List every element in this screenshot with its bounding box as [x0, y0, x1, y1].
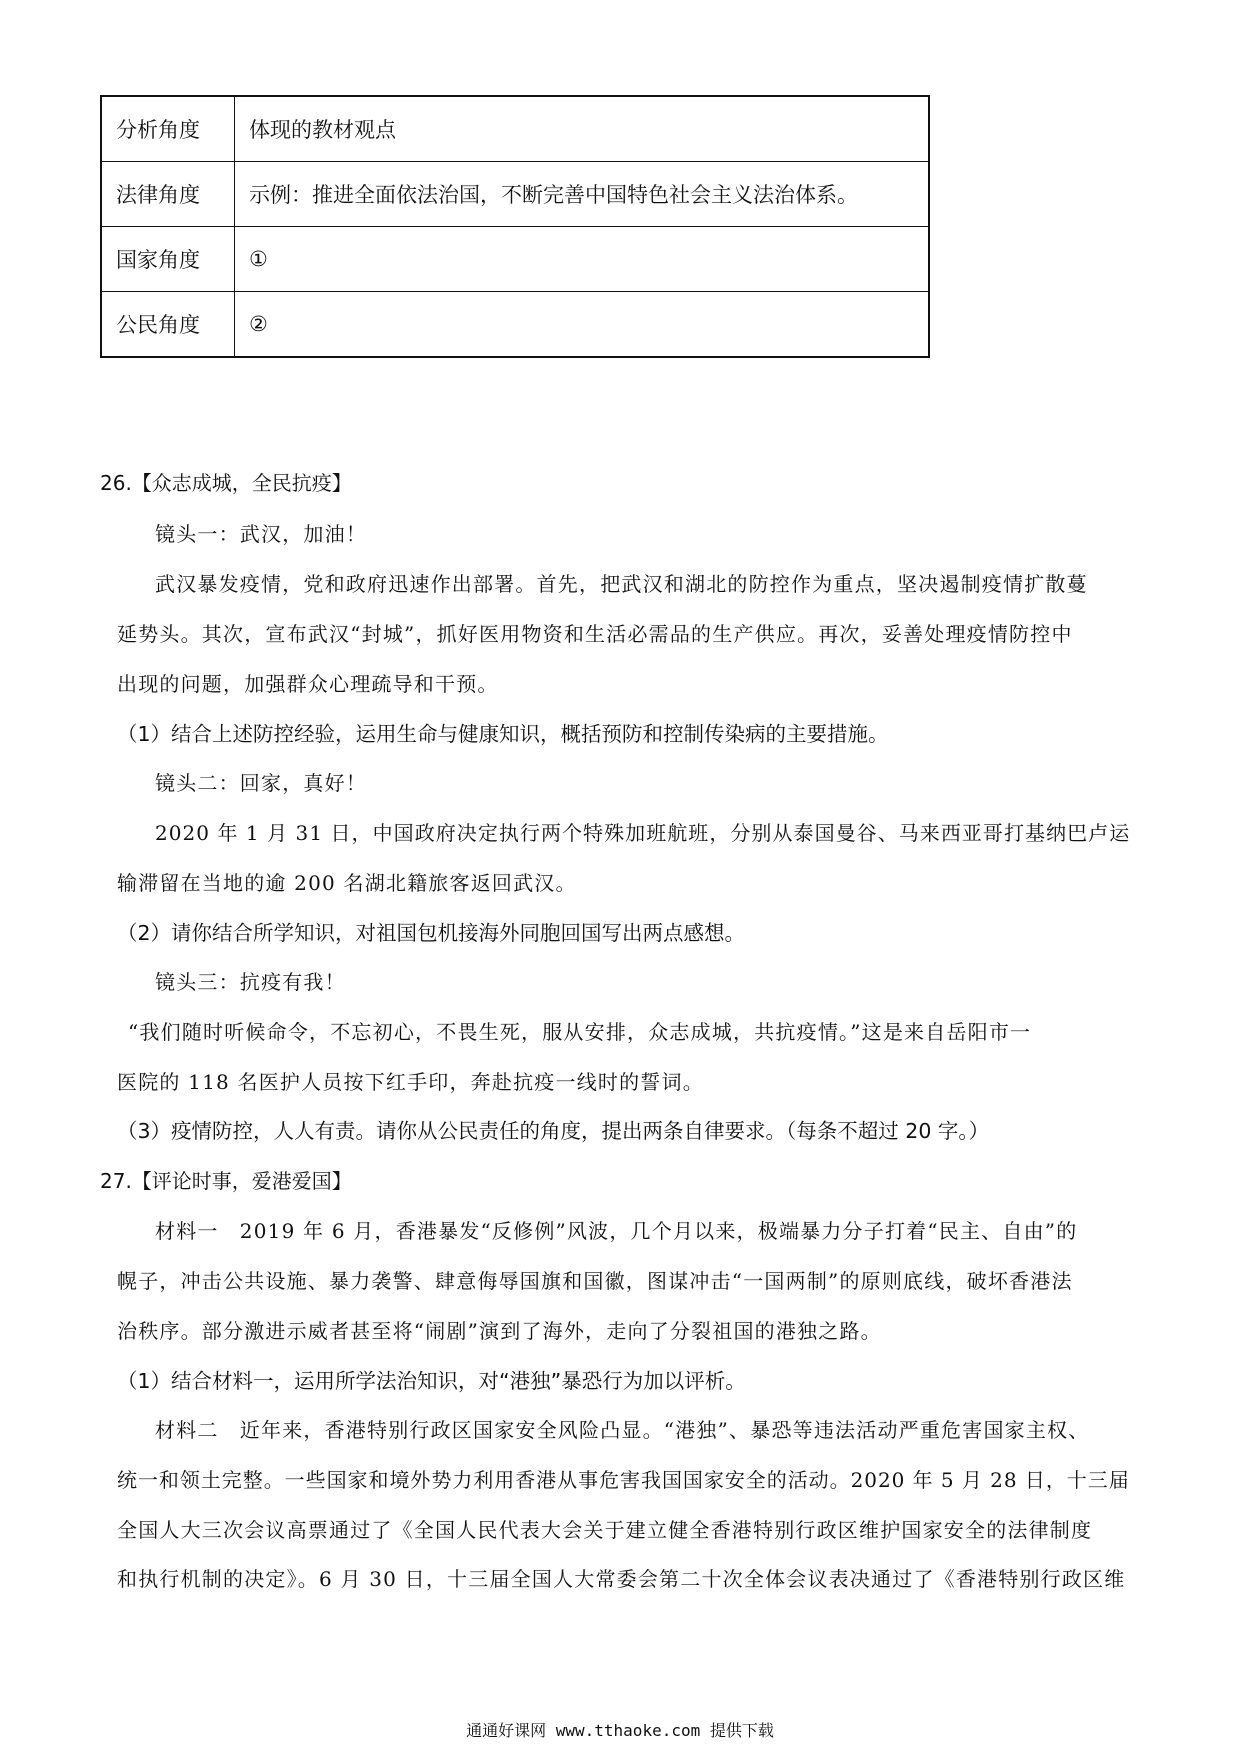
material-2-line: 统一和领土完整。一些国家和境外势力利用香港从事危害我国国家安全的活动。2020 年 5 月 28 日，十三届 [117, 1468, 1130, 1492]
table-cell: 法律角度 [101, 162, 235, 227]
table-row [101, 227, 929, 292]
scene-1-line: 延势头。其次，宣布武汉“封城”，抓好医用物资和生活必需品的生产供应。再次，妥善处理疫情防控中 [117, 622, 1073, 646]
scene-1-title: 镜头一：武汉，加油！ [155, 522, 367, 546]
table-cell: ② [235, 292, 930, 358]
scene-3-line: “我们随时听候命令，不忘初心，不畏生死，服从安排，众志成城，共抗疫情。”这是来自岳阳市一 [128, 1020, 1032, 1044]
table-cell: 分析角度 [101, 96, 235, 162]
question-26-title: 26.【众志成城，全民抗疫】 [100, 471, 352, 495]
scene-1-line: 出现的问题，加强群众心理疏导和干预。 [117, 672, 499, 696]
question-26-3: （3）疫情防控，人人有责。请你从公民责任的角度，提出两条自律要求。（每条不超过 20 字。） [117, 1119, 990, 1143]
scene-3-title: 镜头三：抗疫有我！ [155, 970, 346, 994]
question-26-1: （1）结合上述防控经验，运用生命与健康知识，概括预防和控制传染病的主要措施。 [117, 722, 889, 746]
table-cell: 体现的教材观点 [235, 96, 930, 162]
material-1-line: 材料一 2019 年 6 月，香港暴发“反修例”风波，几个月以来，极端暴力分子打着“民主、自由”的 [155, 1219, 1078, 1243]
material-2-line: 和执行机制的决定》。6 月 30 日，十三届全国人大常委会第二十次全体会议表决通过了《香港特别行政区维 [117, 1567, 1126, 1591]
scene-2-line: 2020 年 1 月 31 日，中国政府决定执行两个特殊加班航班，分别从泰国曼谷、马来西亚哥打基纳巴卢运 [155, 821, 1131, 845]
analysis-table [100, 95, 930, 358]
table-cell: 示例：推进全面依法治国，不断完善中国特色社会主义法治体系。 [235, 162, 930, 227]
page-footer: 通通好课网 www.tthaoke.com 提供下载 [466, 1721, 774, 1740]
question-26-2: （2）请你结合所学知识，对祖国包机接海外同胞回国写出两点感想。 [117, 921, 746, 945]
question-27-1: （1）结合材料一，运用所学法治知识，对“港独”暴恐行为加以评析。 [117, 1369, 746, 1393]
table-cell: 国家角度 [101, 227, 235, 292]
table-cell: ① [235, 227, 930, 292]
scene-2-line: 输滞留在当地的逾 200 名湖北籍旅客返回武汉。 [117, 871, 577, 895]
material-1-line: 治秩序。部分激进示威者甚至将“闹剧”演到了海外，走向了分裂祖国的港独之路。 [117, 1319, 882, 1343]
material-1-line: 幌子，冲击公共设施、暴力袭警、肆意侮辱国旗和国徽，图谋冲击“一国两制”的原则底线，破坏香港法 [117, 1269, 1073, 1293]
table-row [101, 96, 929, 162]
table-row [101, 292, 929, 358]
material-2-line: 材料二 近年来，香港特别行政区国家安全风险凸显。“港独”、暴恐等违法活动严重危害国家主权、 [155, 1418, 1090, 1442]
scene-1-line: 武汉暴发疫情，党和政府迅速作出部署。首先，把武汉和湖北的防控作为重点，坚决遏制疫情扩散蔓 [155, 572, 1088, 596]
table-row [101, 162, 929, 227]
question-27-title: 27.【评论时事，爱港爱国】 [100, 1169, 352, 1193]
scene-3-line: 医院的 118 名医护人员按下红手印，奔赴抗疫一线时的誓词。 [117, 1070, 704, 1094]
material-2-line: 全国人大三次会议高票通过了《全国人民代表大会关于建立健全香港特别行政区维护国家安全的法律制度 [117, 1518, 1093, 1542]
scene-2-title: 镜头二：回家，真好！ [155, 771, 367, 795]
table-cell: 公民角度 [101, 292, 235, 358]
